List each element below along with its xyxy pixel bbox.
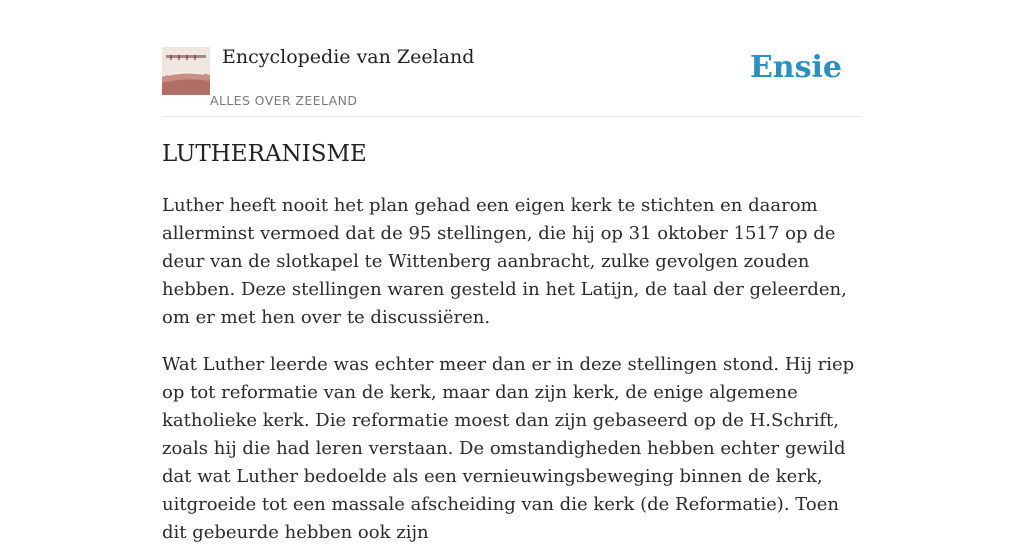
article-paragraph: Luther heeft nooit het plan gehad een eigen kerk te stichten en daarom allerminst vermoed dat de 95 stellingen, die hij op 31 oktober 1517 op de deur van de slotkapel te Wittenberg aanbracht, zulke gevolgen zouden hebben. Deze stellingen waren gesteld in het Latijn, de taal der geleerden, om er met hen over te discussiëren. (162, 195, 847, 328)
book-image-icon (162, 47, 210, 95)
site-avatar[interactable] (162, 47, 210, 95)
article-paragraph: Wat Luther leerde was echter meer dan er in deze stellingen stond. Hij riep op tot reformatie van de kerk, maar dan zijn kerk, de enige algemene katholieke kerk. Die reformatie moest dan zijn gebaseerd op de H.Schrift, zoals hij die had leren verstaan. De omstandigheden hebben echter gewild dat wat Luther bedoelde als een vernieuwingsbeweging binnen de kerk, uitgroeide tot een massale afscheiding van die kerk (de Reformatie). Toen dit gebeurde hebben ook zijn (162, 354, 855, 543)
site-header (162, 0, 862, 117)
site-subtitle: ALLES OVER ZEELAND (210, 93, 358, 108)
brand-logo-link[interactable]: Ensie (749, 50, 842, 85)
article-title: LUTHERANISME (162, 141, 367, 167)
site-title[interactable]: Encyclopedie van Zeeland (222, 46, 475, 68)
